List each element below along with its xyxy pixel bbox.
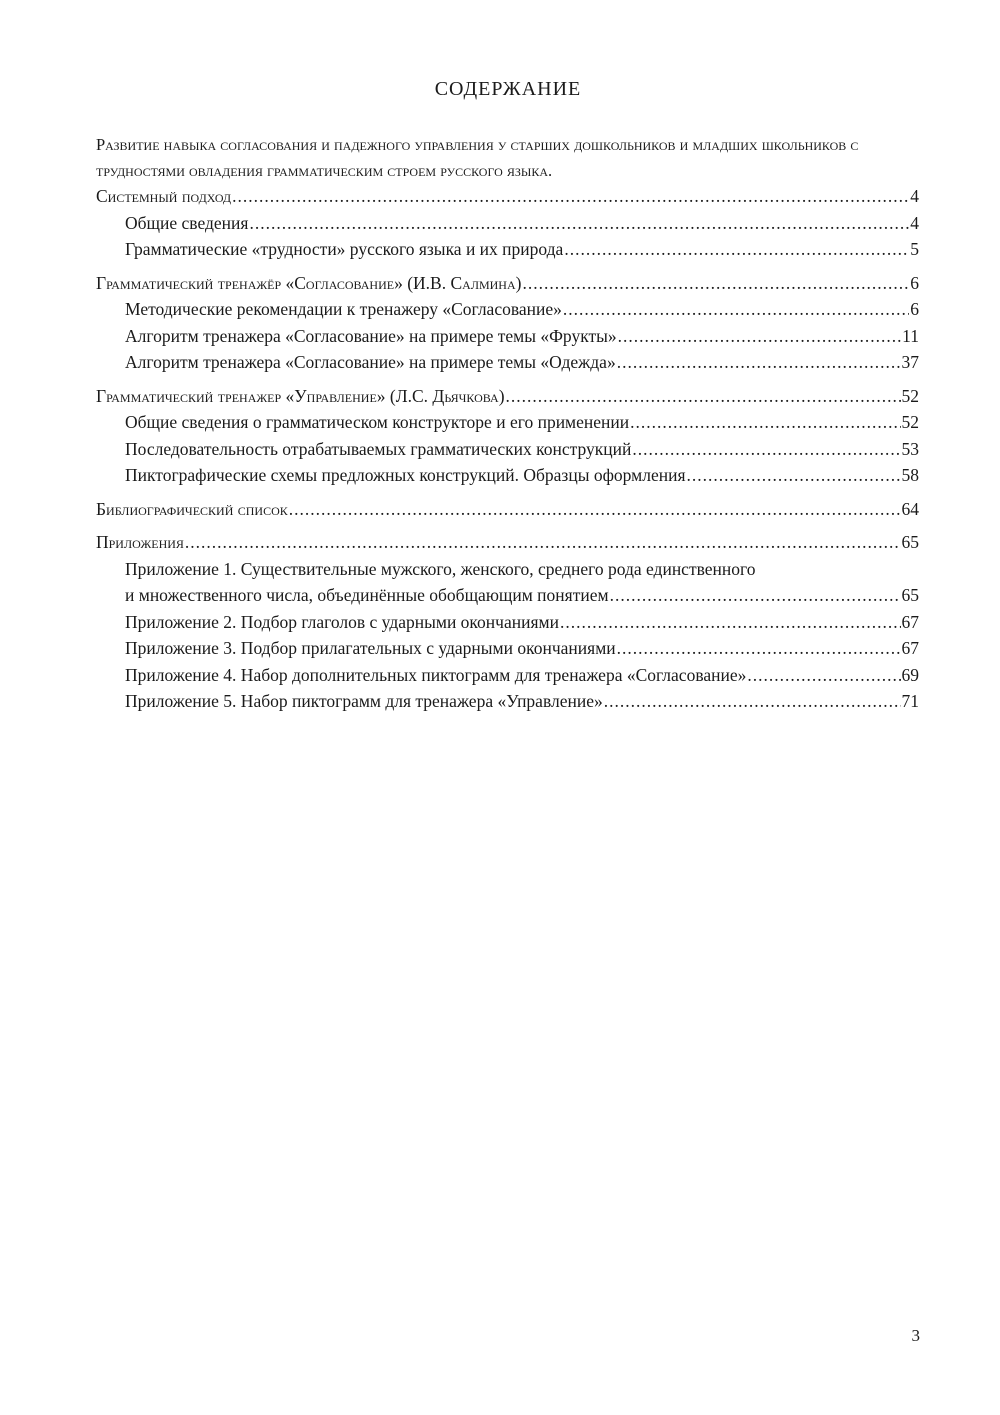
dot-leader [563,296,909,323]
toc-entry-page: 37 [901,352,919,372]
dot-leader [185,529,901,556]
toc-entry-page: 6 [910,272,919,293]
toc-entry[interactable] [96,210,919,237]
toc-entry[interactable] [96,236,919,263]
toc-entry[interactable] [96,662,919,689]
dot-leader [564,236,909,263]
toc-entry-page: 52 [901,412,919,432]
toc-entry-label: Грамматический тренажёр «Согласование» (И.В. Салмина) [96,272,522,293]
toc-title: СОДЕРЖАНИЕ [434,78,582,100]
toc-entry-page: 65 [901,532,919,552]
toc-entry-label: Общие сведения о грамматическом конструкторе и его применении [125,412,630,432]
toc-entry-page: 67 [901,638,919,658]
intro-heading: Развитие навыка согласования и падежного управления у старших дошкольников и младших школьников с трудностями овладения грамматическим строем русского языка. [96,135,859,180]
dot-leader [747,662,900,689]
toc-entry-page: 65 [901,585,919,605]
toc-entry-label-continued: и множественного числа, объединённые обобщающим понятием [125,585,609,605]
toc-entry[interactable] [96,323,919,350]
toc-entry[interactable] [96,270,919,297]
toc-entry-label: Приложение 2. Подбор глаголов с ударными окончаниями [125,611,559,632]
toc-entry[interactable] [96,183,919,210]
toc-entry-page: 5 [910,239,919,259]
toc-entry[interactable] [96,409,919,436]
toc-entry-label: Приложение 1. Существительные мужского, женского, среднего рода единственного [125,558,756,579]
toc-entry-label: Системный подход [96,186,232,206]
toc-entry[interactable] [96,462,919,489]
toc-entry-page: 53 [901,438,919,459]
toc-entry-label: Приложение 5. Набор пиктограмм для тренажера «Управление» [125,691,603,711]
toc-entry[interactable] [96,609,919,636]
dot-leader [630,409,900,436]
toc-entry-label: Алгоритм тренажера «Согласование» на примере темы «Одежда» [125,352,616,372]
toc-entry-label: Приложения [96,532,184,552]
toc-entry-page: 71 [901,691,919,711]
toc-entry-label: Алгоритм тренажера «Согласование» на примере темы «Фрукты» [125,325,617,346]
toc-entry-page: 6 [910,299,919,319]
dot-leader [289,496,901,523]
dot-leader [249,210,909,237]
toc-entry[interactable] [96,688,919,715]
toc-entry-label: Общие сведения [125,212,249,233]
toc-entry-label: Последовательность отрабатываемых грамматических конструкций [125,438,632,459]
toc-list [96,183,919,715]
toc-entry-label: Пиктографические схемы предложных конструкций. Образцы оформления [125,465,686,485]
dot-leader [617,349,901,376]
toc-entry-page: 64 [901,498,919,519]
toc-entry-label: Приложение 4. Набор дополнительных пиктограмм для тренажера «Согласование» [125,664,747,685]
toc-entry-page: 69 [901,664,919,685]
toc-entry-label: Библиографический список [96,498,288,519]
toc-entry-label: Методические рекомендации к тренажеру «Согласование» [125,299,562,319]
toc-entry[interactable] [96,496,919,523]
toc-entry[interactable] [96,556,919,609]
toc-entry[interactable] [96,529,919,556]
page-number: 3 [911,1326,920,1345]
toc-entry-page: 4 [910,212,919,233]
dot-leader [618,323,902,350]
toc-entry[interactable] [96,635,919,662]
toc-entry[interactable] [96,383,919,410]
dot-leader [617,635,901,662]
toc-entry[interactable] [96,296,919,323]
dot-leader [232,183,909,210]
toc-entry-label: Грамматический тренажер «Управление» (Л.С. Дьячкова) [96,385,505,406]
toc-entry[interactable] [96,436,919,463]
dot-leader [506,383,901,410]
dot-leader [522,270,909,297]
toc-entry-page: 4 [910,186,919,206]
toc-entry-label: Грамматические «трудности» русского языка и их природа [125,239,564,259]
dot-leader [687,462,901,489]
toc-entry-page: 52 [901,385,919,406]
dot-leader [610,582,901,609]
dot-leader [604,688,901,715]
dot-leader [632,436,900,463]
toc-entry-label: Приложение 3. Подбор прилагательных с ударными окончаниями [125,638,616,658]
dot-leader [560,609,901,636]
toc-entry-page: 58 [901,465,919,485]
toc-entry[interactable] [96,349,919,376]
toc-entry-page: 11 [902,325,919,346]
toc-entry-page: 67 [901,611,919,632]
